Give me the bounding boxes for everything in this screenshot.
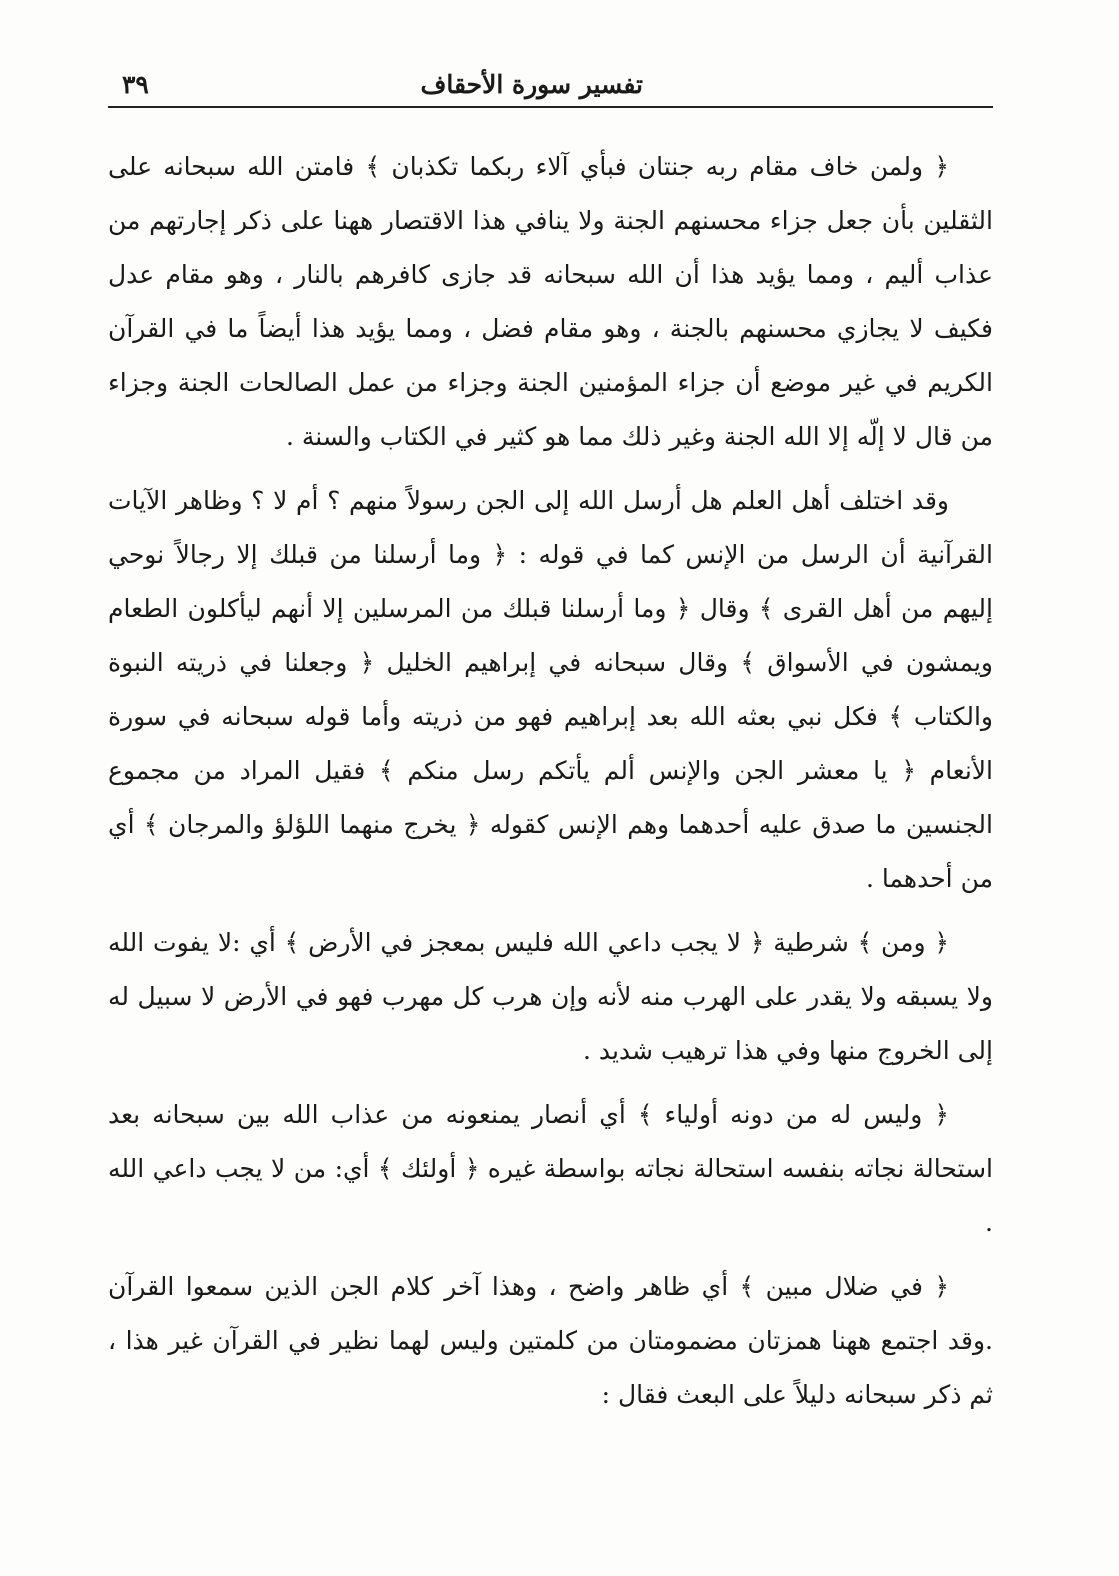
paragraph: ﴿ في ضلال مبين ﴾ أي ظاهر واضح ، وهذا آخر كلام الجن الذين سمعوا القرآن .وقد اجتمع ههنا همزتان مضمومتان من كلمتين وليس لهما نظير في القرآن غير هذا ، ثم ذكر سبحانه دليلاً على البعث فقال :	[108, 1272, 993, 1409]
paragraph: ﴿ وليس له من دونه أولياء ﴾ أي أنصار يمنعونه من عذاب الله بين سبحانه بعد استحالة نجاته بنفسه استحالة نجاته بواسطة غيره ﴿ أولئك ﴾ أي: من لا يجب داعي الله .	[108, 1100, 993, 1237]
paragraph: ﴿ ولمن خاف مقام ربه جنتان فبأي آلاء ربكما تكذبان ﴾ فامتن الله سبحانه على الثقلين بأن جعل جزاء محسنهم الجنة ولا ينافي هذا الاقتصار ههنا على ذكر إجارتهم من عذاب أليم ، ومما يؤيد هذا أن الله سبحانه قد جازى كافرهم بالنار ، وهو مقام عدل فكيف لا يجازي محسنهم بالجنة ، وهو مقام فضل ، ومما يؤيد هذا أيضاً ما في القرآن الكريم في غير موضع أن جزاء المؤمنين الجنة وجزاء من عمل الصالحات الجنة وجزاء من قال لا إلّه إلا الله الجنة وغير ذلك مما هو كثير في الكتاب والسنة .	[108, 152, 993, 451]
running-header	[108, 66, 993, 106]
page-number: ٣٩	[122, 70, 149, 99]
paragraph: وقد اختلف أهل العلم هل أرسل الله إلى الجن رسولاً منهم ؟ أم لا ؟ وظاهر الآيات القرآنية أن الرسل من الإنس كما في قوله : ﴿ وما أرسلنا من قبلك إلا رجالاً نوحي إليهم من أهل القرى ﴾ وقال ﴿ وما أرسلنا قبلك من المرسلين إلا أنهم ليأكلون الطعام ويمشون في الأسواق ﴾ وقال سبحانه في إبراهيم الخليل ﴿ وجعلنا في ذريته النبوة والكتاب ﴾ فكل نبي بعثه الله بعد إبراهيم فهو من ذريته وأما قوله سبحانه في سورة الأنعام ﴿ يا معشر الجن والإنس ألم يأتكم رسل منكم ﴾ فقيل المراد من مجموع الجنسين ما صدق عليه أحدهما وهم الإنس كقوله ﴿ يخرج منهما اللؤلؤ والمرجان ﴾ أي من أحدهما .	[108, 486, 993, 893]
header-title: تفسير سورة الأحقاف	[420, 70, 643, 99]
paragraph: ﴿ ومن ﴾ شرطية ﴿ لا يجب داعي الله فليس بمعجز في الأرض ﴾ أي :لا يفوت الله ولا يسبقه ولا يقدر على الهرب منه لأنه وإن هرب كل مهرب فهو في الأرض لا سبيل له إلى الخروج منها وفي هذا ترهيب شديد .	[108, 928, 993, 1065]
header-divider	[108, 106, 993, 108]
body-text	[108, 140, 993, 1432]
